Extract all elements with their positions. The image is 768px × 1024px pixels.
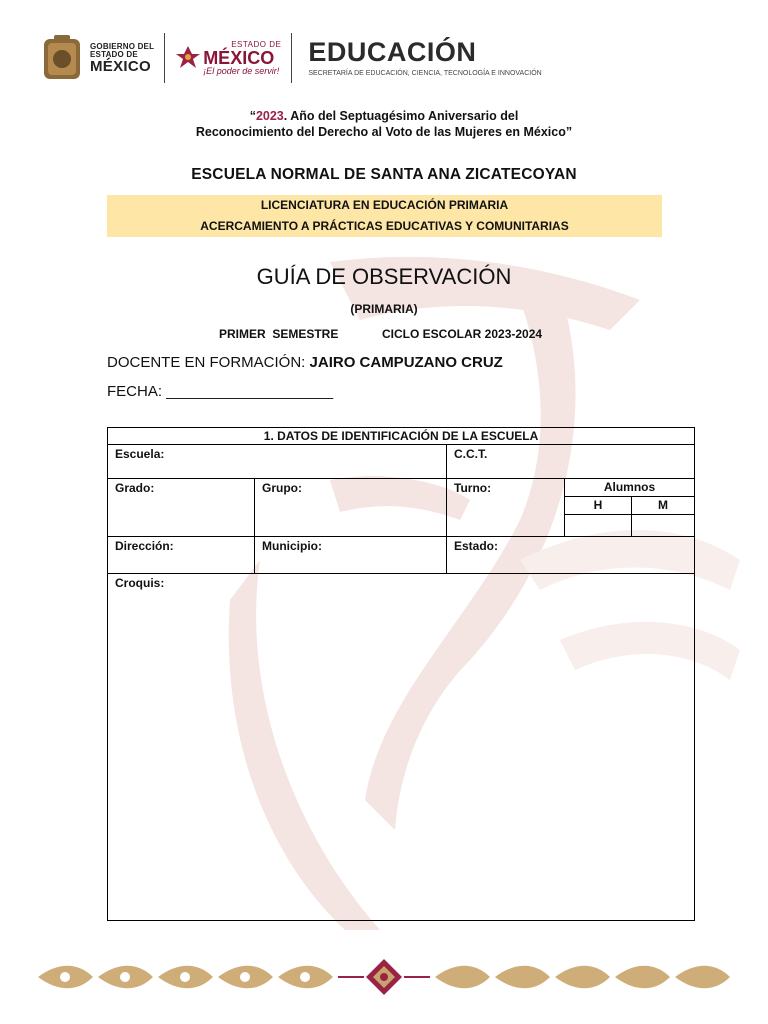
alumnos-header: Alumnos [565,479,695,497]
footer-ornament [38,958,730,996]
docente-name: JAIRO CAMPUZANO CRUZ [309,354,503,371]
grupo-field[interactable]: Grupo: [255,479,447,537]
edomex-logo [175,41,281,76]
edomex-big: MÉXICO [203,47,275,68]
state-seal-icon [40,33,84,83]
header-divider-2 [291,33,292,83]
docente-label: DOCENTE EN FORMACIÓN: [107,354,310,371]
educacion-title: EDUCACIÓN [308,37,477,67]
fecha-line [107,383,333,400]
gobierno-edomex-text [90,43,154,74]
program-line2: ACERCAMIENTO A PRÁCTICAS EDUCATIVAS Y COMUNITARIAS [200,219,569,233]
quote-line2: Reconocimiento del Derecho al Voto de las Mujeres en México” [195,125,573,139]
estado-field[interactable]: Estado: [447,537,695,574]
form-section-title: 1. DATOS DE IDENTIFICACIÓN DE LA ESCUELA [108,428,695,445]
educacion-logo [308,39,541,77]
header-logos [40,30,542,86]
gobierno-line1: GOBIERNO DEL [90,41,155,51]
center-flower-icon [338,959,430,995]
school-cycle-label: CICLO ESCOLAR 2023-2024 [382,327,543,341]
school-identification-form [107,427,694,922]
quote-open-mark: “ [249,109,256,123]
docente-line [107,354,503,371]
fecha-blank-field[interactable]: ____________________ [166,383,334,400]
croquis-field[interactable]: Croquis: [108,574,695,921]
commemorative-quote [0,108,768,140]
grado-field[interactable]: Grado: [108,479,255,537]
turno-field[interactable]: Turno: [447,479,565,537]
municipio-field[interactable]: Municipio: [255,537,447,574]
header-divider [164,33,165,83]
page-title: GUÍA DE OBSERVACIÓN [256,264,512,289]
cct-field[interactable]: C.C.T. [447,445,695,479]
program-line1: LICENCIATURA EN EDUCACIÓN PRIMARIA [260,198,509,212]
alumnos-h-input[interactable] [565,515,631,535]
escuela-field[interactable]: Escuela: [108,445,447,479]
program-band [107,195,662,237]
gobierno-line3: MÉXICO [90,57,151,75]
quote-line1-rest: . Año del Septuagésimo Aniversario del [283,109,519,123]
fecha-label: FECHA: [107,383,167,400]
alumnos-m-cell [632,497,695,537]
alumnos-h-cell [565,497,632,537]
edomex-small: ESTADO DE [231,39,282,49]
flower-logo-icon [175,42,201,74]
direccion-field[interactable]: Dirección: [108,537,255,574]
educacion-subtitle: SECRETARÍA DE EDUCACIÓN, CIENCIA, TECNOLOGÍA E INNOVACIÓN [308,70,542,77]
semester-label: PRIMER SEMESTRE [219,327,339,341]
gobierno-line2: ESTADO DE [90,49,138,59]
quote-line1 [0,108,768,124]
edomex-slogan: ¡El poder de servir! [203,65,280,76]
quote-year: 2023 [255,109,284,123]
page-subtitle: (PRIMARIA) [350,302,418,316]
alumnos-m-label: M [632,497,694,515]
alumnos-h-label: H [565,497,631,515]
alumnos-m-input[interactable] [632,515,694,535]
school-name: ESCUELA NORMAL DE SANTA ANA ZICATECOYAN [191,166,577,183]
